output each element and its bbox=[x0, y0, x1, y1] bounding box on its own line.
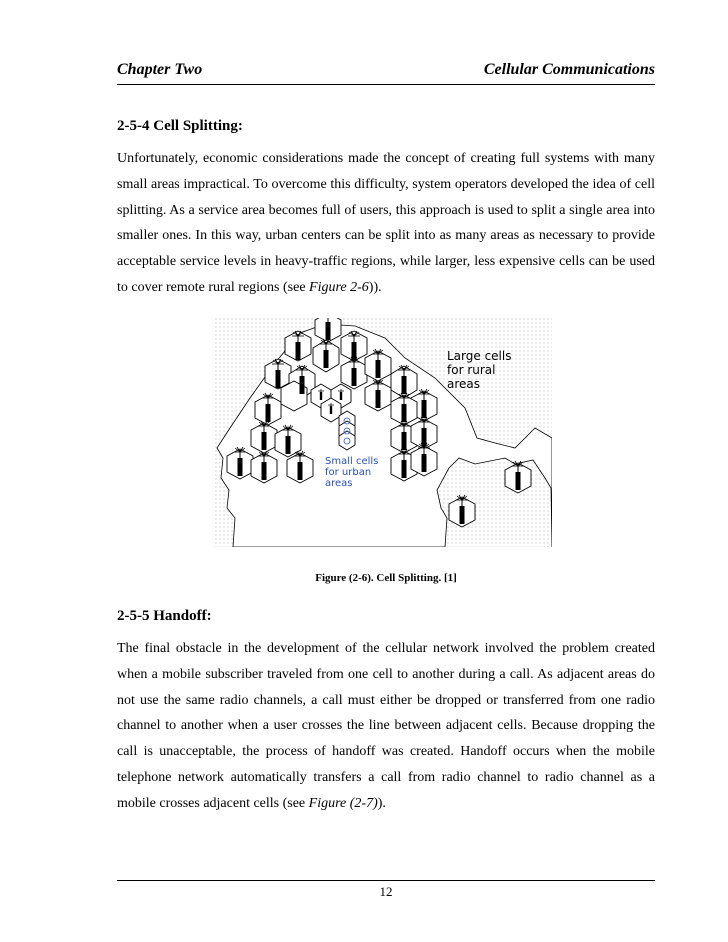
figure-caption: Figure (2-6). Cell Splitting. [1] bbox=[315, 572, 457, 584]
paragraph-text-end: ). bbox=[377, 795, 386, 811]
page-header bbox=[117, 60, 655, 85]
page-number: 12 bbox=[379, 884, 393, 899]
large-label-line2: for rural bbox=[447, 363, 496, 377]
paragraph-text: The final obstacle in the development of the cellular network involved the problem created when a mobile subscriber traveled from one cell to another during a call. As adjacent areas do not use the same radio channels, a call must either be dropped or transferred from one radio channel to another when a user crosses the line between adjacent cells. Because dropping the call is unacceptable, the process of handoff was created. Handoff occurs when the mobile telephone network automatically transfers a call from radio channel to radio channel as a mobile crosses adjacent cells (see bbox=[117, 641, 655, 811]
large-label-line3: areas bbox=[447, 377, 481, 391]
cell-splitting-figure bbox=[215, 318, 552, 547]
footer-rule bbox=[117, 880, 655, 881]
small-label-line2: for urban bbox=[325, 467, 372, 478]
section-heading-cell-splitting: 2-5-4 Cell Splitting: bbox=[117, 118, 243, 134]
figure-reference: Figure (2-7) bbox=[308, 795, 378, 811]
small-label-line3: areas bbox=[325, 478, 353, 489]
header-title: Cellular Communications bbox=[483, 61, 655, 78]
paragraph-text: Unfortunately, economic considerations made the concept of creating full systems with many small areas impractical. To overcome this difficulty, system operators developed the idea of cell splitting. As a service area becomes full of users, this approach is used to split a single area into smaller ones. In this way, urban centers can be split into as many areas as necessary to provide acceptable service levels in heavy-traffic regions, while larger, less expensive cells can be used to cover remote rural regions (see bbox=[117, 151, 655, 295]
small-label-line1: Small cells bbox=[325, 456, 379, 467]
section-heading-handoff: 2-5-5 Handoff: bbox=[117, 608, 212, 624]
paragraph-text-end: )). bbox=[368, 279, 382, 295]
figure-reference: Figure 2-6 bbox=[309, 279, 369, 295]
paragraph-handoff bbox=[117, 636, 655, 817]
large-label-line1: Large cells bbox=[447, 349, 512, 363]
paragraph-cell-splitting bbox=[117, 146, 655, 301]
header-chapter: Chapter Two bbox=[117, 61, 203, 78]
